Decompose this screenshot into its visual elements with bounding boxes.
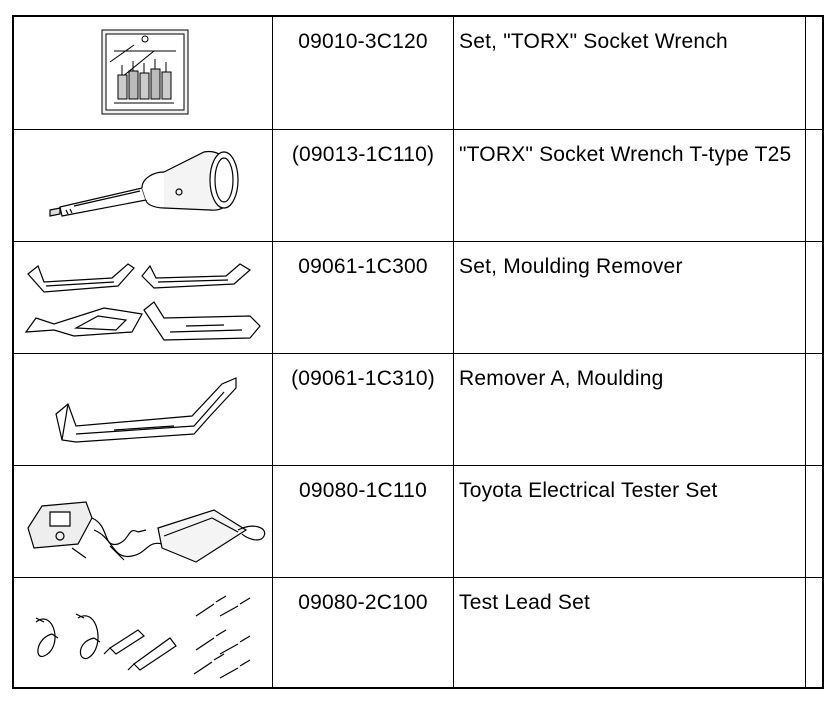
part-number-cell bbox=[273, 354, 454, 465]
tool-name-cell bbox=[454, 17, 806, 129]
part-number-cell bbox=[273, 242, 454, 353]
tool-image-cell bbox=[14, 242, 273, 353]
table-row bbox=[14, 577, 822, 689]
part-number: (09013-1C110) bbox=[291, 143, 435, 166]
tool-image-cell bbox=[14, 17, 273, 129]
part-number: 09010-3C120 bbox=[298, 30, 428, 53]
tool-name-cell bbox=[454, 130, 806, 241]
tool-name: Toyota Electrical Tester Set bbox=[459, 479, 718, 502]
table-row bbox=[14, 17, 822, 129]
part-number-cell bbox=[273, 130, 454, 241]
tool-name: Set, Moulding Remover bbox=[459, 255, 683, 278]
blank-cell bbox=[806, 354, 822, 465]
torx-socket-set-icon bbox=[14, 17, 273, 128]
special-tools-table bbox=[12, 15, 824, 689]
blank-cell bbox=[806, 466, 822, 577]
part-number: 09080-2C100 bbox=[298, 591, 428, 614]
part-number: 09080-1C110 bbox=[299, 479, 427, 502]
electrical-tester-set-icon bbox=[14, 466, 273, 577]
part-number: 09061-1C300 bbox=[298, 255, 428, 278]
blank-cell bbox=[806, 242, 822, 353]
blank-cell bbox=[806, 17, 822, 129]
tool-name-cell bbox=[454, 354, 806, 465]
table-row bbox=[14, 241, 822, 353]
test-lead-set-icon bbox=[14, 578, 273, 689]
tool-image-cell bbox=[14, 578, 273, 689]
part-number-cell bbox=[273, 17, 454, 129]
tool-image-cell bbox=[14, 354, 273, 465]
tool-name: Test Lead Set bbox=[459, 591, 591, 614]
tool-image-cell bbox=[14, 466, 273, 577]
tool-name: "TORX" Socket Wrench T-type T25 bbox=[459, 143, 792, 166]
blank-cell bbox=[806, 130, 822, 241]
part-number-cell bbox=[273, 578, 454, 689]
table-row bbox=[14, 129, 822, 241]
torx-t-type-wrench-icon bbox=[14, 130, 273, 241]
table-row bbox=[14, 465, 822, 577]
blank-cell bbox=[806, 578, 822, 689]
tool-name: Remover A, Moulding bbox=[459, 367, 664, 390]
table-row bbox=[14, 353, 822, 465]
part-number: (09061-1C310) bbox=[291, 367, 435, 390]
tool-name-cell bbox=[454, 578, 806, 689]
moulding-remover-icon bbox=[14, 354, 273, 465]
tool-name-cell bbox=[454, 242, 806, 353]
tool-name-cell bbox=[454, 466, 806, 577]
moulding-remover-set-icon bbox=[14, 242, 273, 353]
tool-image-cell bbox=[14, 130, 273, 241]
part-number-cell bbox=[273, 466, 454, 577]
tool-name: Set, "TORX" Socket Wrench bbox=[459, 30, 728, 53]
